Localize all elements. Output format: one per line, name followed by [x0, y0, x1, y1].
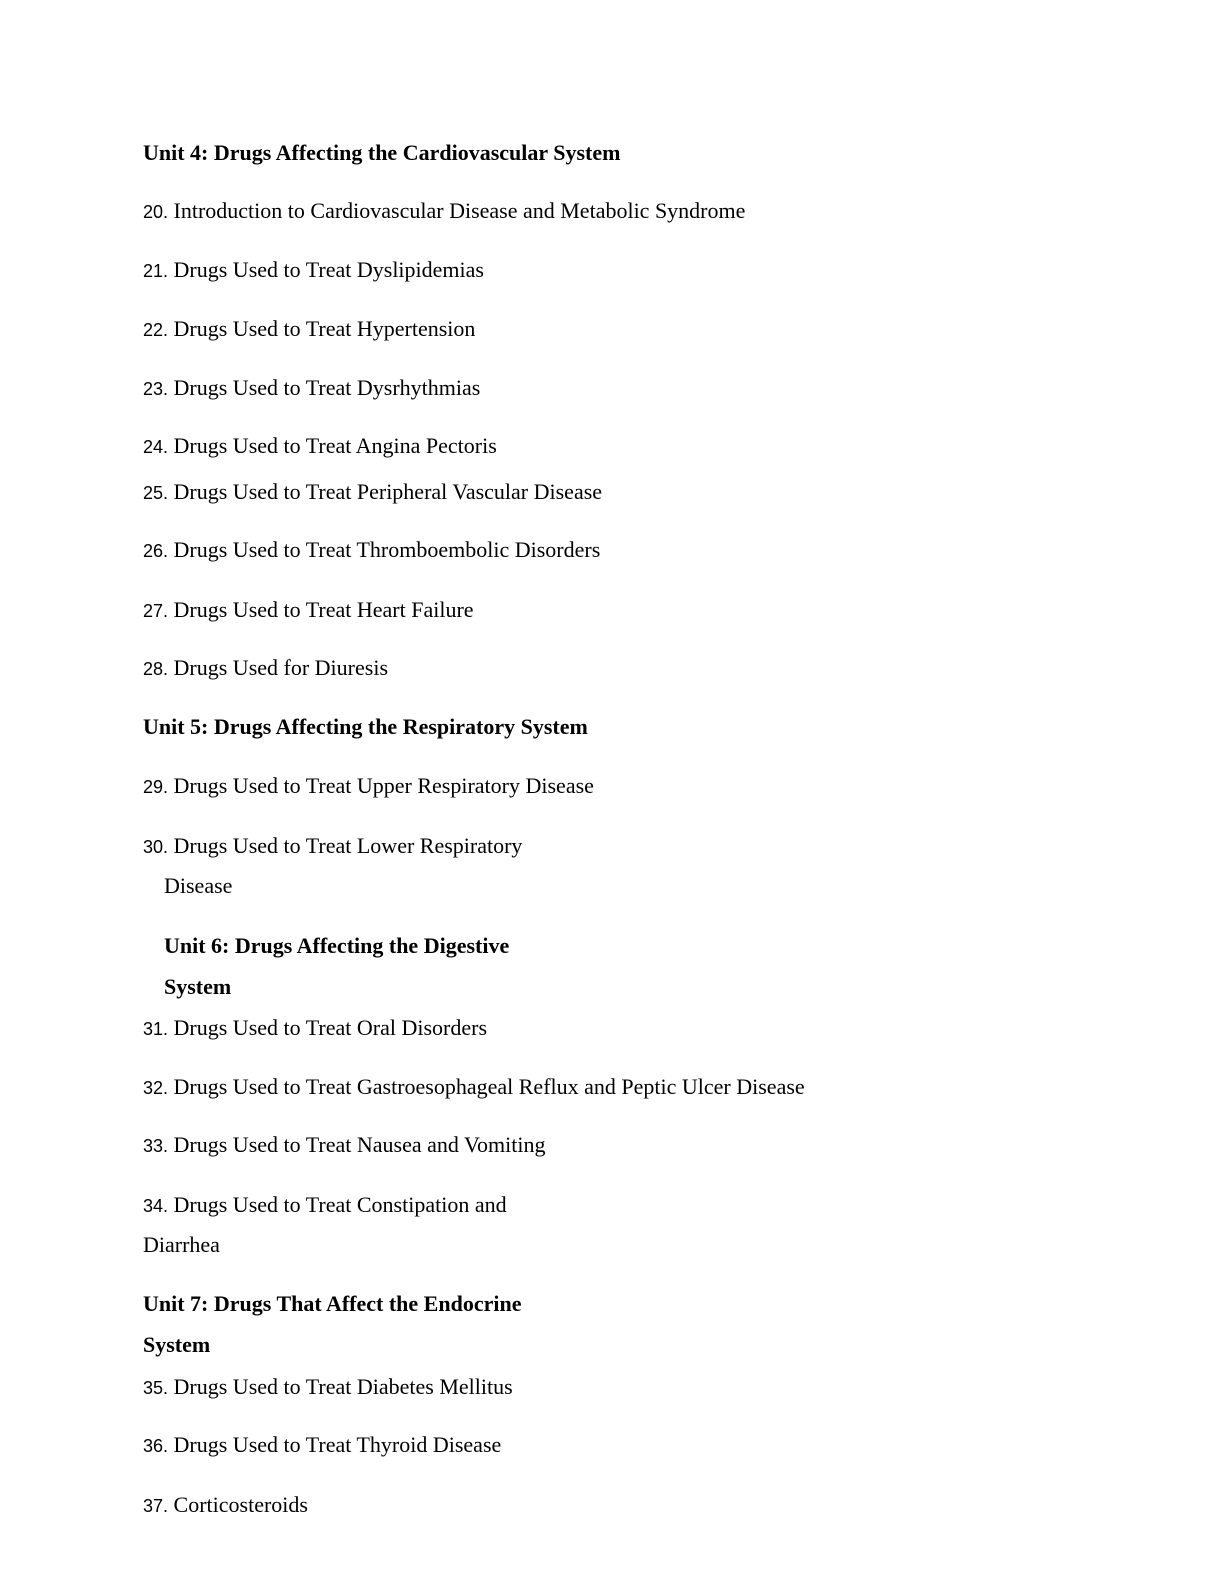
item-number: 31.: [143, 1019, 169, 1039]
list-item: [143, 1192, 507, 1219]
item-title: Drugs Used for Diuresis: [168, 655, 388, 680]
list-item: [143, 597, 474, 624]
list-item: [143, 1074, 805, 1101]
item-number: 34.: [143, 1196, 169, 1216]
list-item: [143, 198, 745, 225]
item-number: 35.: [143, 1378, 169, 1398]
list-item: [143, 537, 600, 564]
item-title: Drugs Used to Treat Angina Pectoris: [168, 433, 497, 458]
item-number: 33.: [143, 1136, 169, 1156]
list-item: [143, 479, 602, 506]
item-number: 37.: [143, 1496, 169, 1516]
item-title: Drugs Used to Treat Lower Respiratory: [168, 833, 523, 858]
item-title: Drugs Used to Treat Dyslipidemias: [168, 257, 484, 282]
list-item: [143, 833, 522, 860]
item-title: Drugs Used to Treat Nausea and Vomiting: [168, 1132, 546, 1157]
item-title: Drugs Used to Treat Gastroesophageal Reflux and Peptic Ulcer Disease: [168, 1074, 805, 1099]
item-number: 36.: [143, 1436, 169, 1456]
item-title: Drugs Used to Treat Upper Respiratory Disease: [168, 773, 594, 798]
unit-6-heading: Unit 6: Drugs Affecting the Digestive: [164, 933, 510, 958]
item-title: Drugs Used to Treat Hypertension: [168, 316, 476, 341]
list-item: [143, 433, 497, 460]
list-item: [143, 1132, 545, 1159]
list-item: [143, 655, 388, 682]
item-number: 28.: [143, 659, 169, 679]
item-number: 22.: [143, 320, 169, 340]
item-title: Drugs Used to Treat Heart Failure: [168, 597, 474, 622]
item-number: 24.: [143, 437, 169, 457]
item-number: 30.: [143, 837, 169, 857]
item-title: Drugs Used to Treat Thromboembolic Disorders: [168, 537, 601, 562]
unit-7-heading: Unit 7: Drugs That Affect the Endocrine: [143, 1291, 522, 1316]
unit-7-heading-continuation: System: [143, 1332, 211, 1357]
item-number: 26.: [143, 541, 169, 561]
item-title: Drugs Used to Treat Oral Disorders: [168, 1015, 487, 1040]
list-item: [143, 773, 594, 800]
item-number: 29.: [143, 777, 169, 797]
item-number: 25.: [143, 483, 169, 503]
item-number: 32.: [143, 1078, 169, 1098]
item-number: 23.: [143, 379, 169, 399]
list-item: [143, 257, 484, 284]
list-item: [143, 316, 475, 343]
item-title: Drugs Used to Treat Thyroid Disease: [168, 1432, 502, 1457]
item-title: Introduction to Cardiovascular Disease and Metabolic Syndrome: [168, 198, 746, 223]
list-item-continuation: Disease: [164, 873, 233, 898]
item-title: Drugs Used to Treat Constipation and: [168, 1192, 507, 1217]
list-item: [143, 1432, 501, 1459]
list-item: [143, 1015, 487, 1042]
unit-5-heading: Unit 5: Drugs Affecting the Respiratory System: [143, 714, 588, 739]
item-title: Corticosteroids: [168, 1492, 308, 1517]
item-number: 20.: [143, 202, 169, 222]
item-title: Drugs Used to Treat Peripheral Vascular Disease: [168, 479, 603, 504]
list-item-continuation: Diarrhea: [143, 1232, 220, 1257]
list-item: [143, 1492, 308, 1519]
list-item: [143, 1374, 513, 1401]
item-number: 27.: [143, 601, 169, 621]
item-title: Drugs Used to Treat Diabetes Mellitus: [168, 1374, 513, 1399]
item-title: Drugs Used to Treat Dysrhythmias: [168, 375, 481, 400]
unit-4-heading: Unit 4: Drugs Affecting the Cardiovascular System: [143, 140, 621, 165]
item-number: 21.: [143, 261, 169, 281]
unit-6-heading-continuation: System: [164, 974, 232, 999]
list-item: [143, 375, 480, 402]
